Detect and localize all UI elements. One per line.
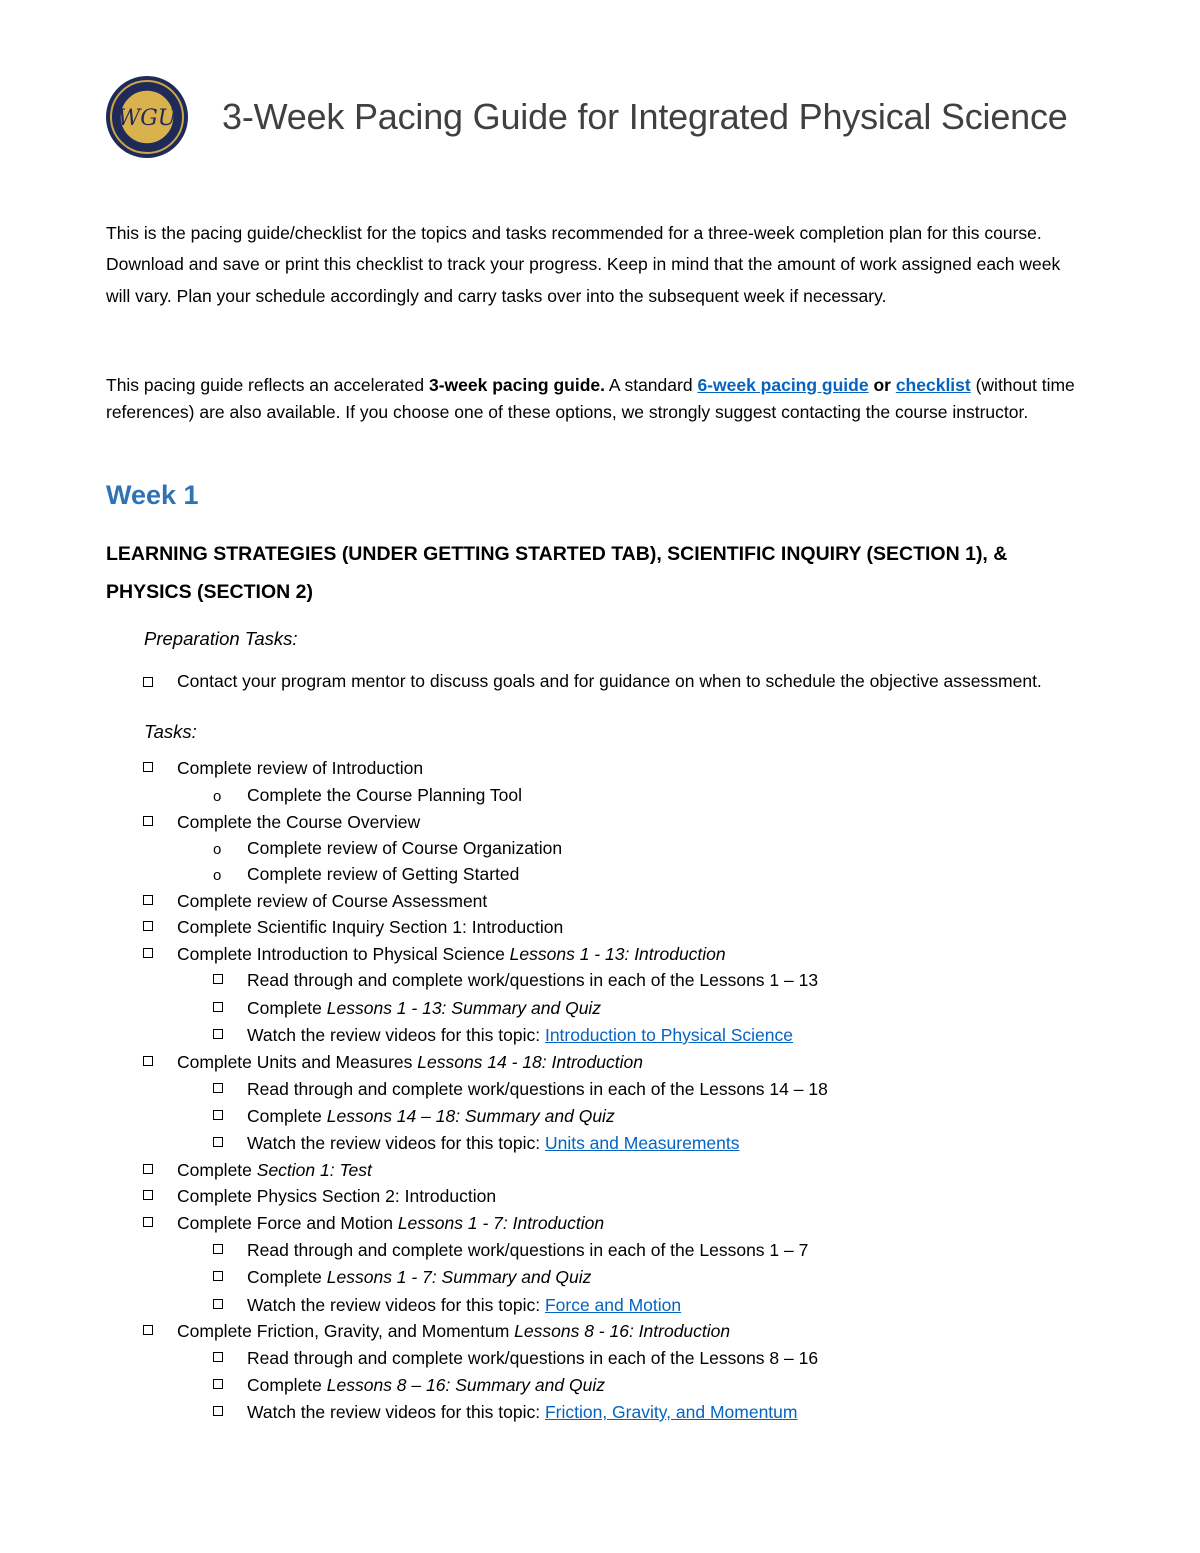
task-item [143, 944, 726, 965]
logo-text: WGU [117, 106, 177, 131]
task-item [143, 1052, 643, 1073]
circle-bullet-icon: o [213, 788, 222, 805]
preparation-tasks-label: Preparation Tasks: [144, 628, 298, 649]
task-item [213, 1133, 740, 1154]
task-item [213, 1106, 615, 1127]
task-text: Watch the review videos for this topic: [247, 1402, 545, 1422]
task-item [213, 998, 601, 1019]
checkbox-icon[interactable] [143, 921, 153, 931]
task-italic-text: Lessons 14 - 18: Introduction [412, 1052, 643, 1072]
task-item [143, 891, 487, 912]
task-text: Complete review of Introduction [177, 758, 424, 778]
checkbox-icon[interactable] [213, 1271, 223, 1281]
checkbox-icon[interactable] [213, 1083, 223, 1093]
task-item [213, 970, 818, 991]
document-header [105, 75, 1068, 159]
prep-item-text: Contact your program mentor to discuss goals and for guidance on when to schedule the objective assessment. [177, 671, 1042, 691]
task-item [143, 758, 423, 779]
task-item [143, 1160, 372, 1181]
task-text: Complete [247, 998, 322, 1018]
checkbox-icon[interactable] [143, 1217, 153, 1227]
task-text: Read through and complete work/questions in each of the Lessons 8 – 16 [247, 1348, 819, 1368]
week-heading: Week 1 [106, 480, 199, 510]
checkbox-icon[interactable] [213, 1137, 223, 1147]
checklist-link-label: checklist [895, 375, 971, 395]
task-text: Read through and complete work/questions in each of the Lessons 1 – 7 [247, 1240, 809, 1260]
task-italic-text: Lessons 8 - 16: Introduction [509, 1321, 731, 1341]
intro-p2-text-2: A standard [605, 375, 698, 395]
checkbox-icon[interactable] [143, 895, 153, 905]
tasks-label: Tasks: [144, 721, 197, 742]
task-text: Complete [247, 1106, 322, 1126]
task-text: Complete [177, 1160, 252, 1180]
task-text: Complete the Course Overview [177, 812, 421, 832]
checkbox-icon[interactable] [143, 762, 153, 772]
task-text: Complete Physics Section 2: Introduction [177, 1186, 497, 1206]
task-italic-text: Lessons 1 - 7: Introduction [392, 1213, 605, 1233]
task-text: Complete review of Getting Started [247, 864, 520, 884]
task-item [213, 1375, 605, 1396]
task-text: Complete Force and Motion [177, 1213, 393, 1233]
task-item [213, 1240, 808, 1261]
task-item [213, 1079, 828, 1100]
task-text: Complete Introduction to Physical Science [177, 944, 505, 964]
section-heading: LEARNING STRATEGIES (UNDER GETTING STARTED TAB), SCIENTIFIC INQUIRY (SECTION 1), & PHYSICS (SECTION 2) [106, 543, 1008, 603]
checkbox-icon[interactable] [213, 1244, 223, 1254]
task-item [213, 785, 522, 806]
task-text: Complete [247, 1375, 322, 1395]
task-text: Read through and complete work/questions in each of the Lessons 14 – 18 [247, 1079, 828, 1099]
task-text: Complete review of Course Organization [247, 838, 563, 858]
task-text: Read through and complete work/questions in each of the Lessons 1 – 13 [247, 970, 819, 990]
task-text: Complete Friction, Gravity, and Momentum [177, 1321, 510, 1341]
circle-bullet-icon: o [213, 867, 222, 884]
review-video-link[interactable]: Force and Motion [544, 1295, 682, 1315]
task-text: Watch the review videos for this topic: [247, 1133, 545, 1153]
intro-paragraph-2 [106, 372, 1096, 426]
intro-p2-bold: 3-week pacing guide. [428, 375, 605, 395]
prep-checklist-item [143, 668, 1083, 694]
page-title: 3-Week Pacing Guide for Integrated Physical Science [222, 96, 1068, 137]
task-italic-text: Lessons 1 - 13: Introduction [504, 944, 726, 964]
task-item [143, 917, 563, 938]
checkbox-icon[interactable] [143, 816, 153, 826]
task-item [213, 1267, 591, 1288]
checklist-link[interactable] [896, 375, 971, 395]
task-item [143, 1321, 730, 1342]
checkbox-icon[interactable] [213, 1379, 223, 1389]
checkbox-icon[interactable] [143, 948, 153, 958]
task-italic-text: Lessons 1 - 13: Summary and Quiz [321, 998, 602, 1018]
intro-p2-text-4: (without time references) are also available. If you choose one of these options, we strongly suggest contacting the course instructor. [106, 375, 1075, 422]
task-item [213, 864, 519, 885]
task-item [213, 1348, 818, 1369]
task-item [143, 1213, 604, 1234]
checkbox-icon[interactable] [213, 974, 223, 984]
checkbox-icon[interactable] [213, 1002, 223, 1012]
task-item [213, 1402, 797, 1423]
six-week-link-label: 6-week pacing guide [697, 375, 869, 395]
task-item [143, 1186, 496, 1207]
intro-p2-text-1: This pacing guide reflects an accelerated [106, 375, 429, 395]
review-video-link[interactable]: Units and Measurements [544, 1133, 740, 1153]
task-italic-text: Lessons 8 – 16: Summary and Quiz [321, 1375, 605, 1395]
wgu-seal-logo [105, 75, 189, 159]
checkbox-icon[interactable] [213, 1299, 223, 1309]
checkbox-icon[interactable] [143, 1190, 153, 1200]
checkbox-icon[interactable] [213, 1352, 223, 1362]
task-item [213, 1295, 681, 1316]
checkbox-icon[interactable] [213, 1029, 223, 1039]
task-italic-text: Lessons 1 - 7: Summary and Quiz [321, 1267, 592, 1287]
checkbox-icon[interactable] [143, 677, 153, 687]
task-italic-text: Lessons 14 – 18: Summary and Quiz [321, 1106, 615, 1126]
six-week-pacing-guide-link[interactable] [697, 375, 868, 395]
circle-bullet-icon: o [213, 841, 222, 858]
task-text: Complete the Course Planning Tool [247, 785, 522, 805]
task-text: Complete Units and Measures [177, 1052, 413, 1072]
task-text: Watch the review videos for this topic: [247, 1025, 545, 1045]
checkbox-icon[interactable] [213, 1406, 223, 1416]
intro-paragraph-1: This is the pacing guide/checklist for the topics and tasks recommended for a three-week completion plan for this course. Download and save or print this checklist to track your progress. Keep in mind that the amount of work assigned each week will vary. Plan your schedule accordingly and carry tasks over into the subsequent week if necessary. [106, 223, 1061, 306]
checkbox-icon[interactable] [143, 1056, 153, 1066]
task-item [213, 1025, 793, 1046]
task-text: Watch the review videos for this topic: [247, 1295, 545, 1315]
checkbox-icon[interactable] [143, 1164, 153, 1174]
checkbox-icon[interactable] [143, 1325, 153, 1335]
review-video-link[interactable]: Introduction to Physical Science [544, 1025, 794, 1045]
task-item [143, 812, 420, 833]
task-italic-text: Section 1: Test [251, 1160, 372, 1180]
task-item [213, 838, 562, 859]
task-text: Complete Scientific Inquiry Section 1: Introduction [177, 917, 564, 937]
task-text: Complete [247, 1267, 322, 1287]
review-video-link[interactable]: Friction, Gravity, and Momentum [544, 1402, 798, 1422]
checkbox-icon[interactable] [213, 1110, 223, 1120]
intro-p2-text-3: or [868, 375, 896, 395]
task-text: Complete review of Course Assessment [177, 891, 488, 911]
